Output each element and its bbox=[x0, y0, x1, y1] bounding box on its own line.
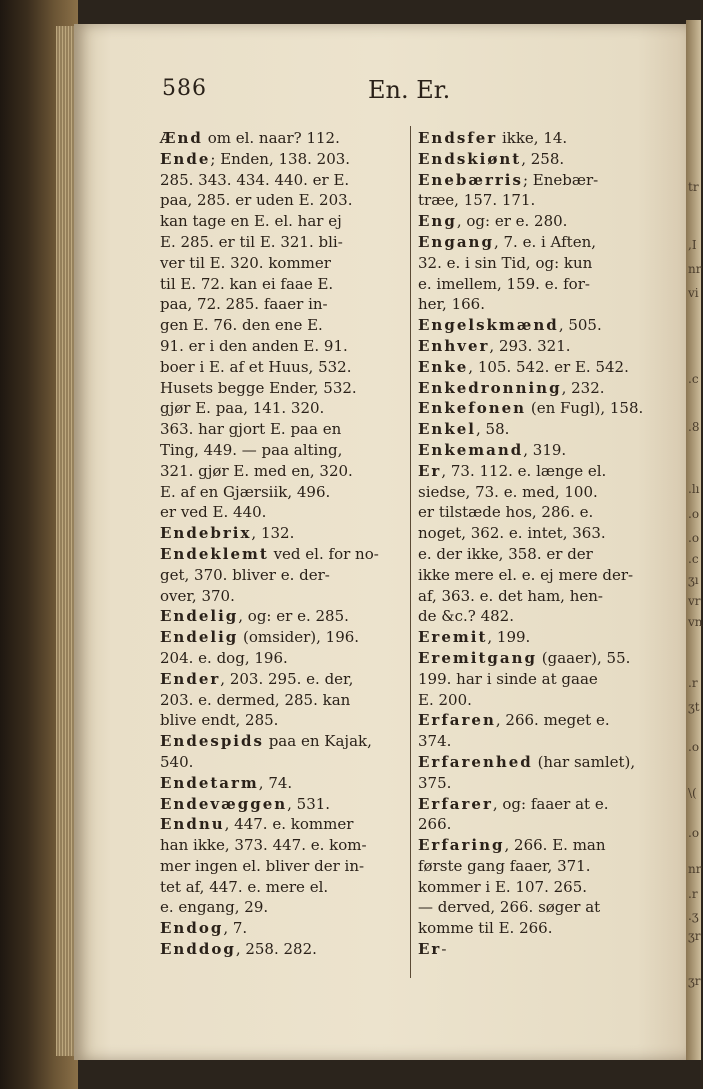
dictionary-line: Er, 73. 112. e. længe el. bbox=[418, 461, 607, 480]
dictionary-line: 203. e. dermed, 285. kan bbox=[160, 690, 351, 709]
bleed-glyph: .c bbox=[688, 372, 699, 386]
bleed-glyph: .o bbox=[688, 740, 700, 754]
headword: Enkefonen bbox=[418, 399, 527, 418]
dictionary-line: Ender, 203. 295. e. der, bbox=[160, 669, 354, 688]
dictionary-line: tet af, 447. e. mere el. bbox=[160, 877, 329, 896]
bleed-glyph: tr bbox=[688, 180, 699, 194]
dictionary-line: Erfaren, 266. meget e. bbox=[418, 711, 610, 730]
dictionary-line: Erfarer, og: faaer at e. bbox=[418, 794, 609, 813]
dictionary-line: Erfarenhed (har samlet), bbox=[418, 752, 636, 771]
headword: Eremit bbox=[418, 628, 488, 647]
bleed-glyph: .o bbox=[688, 531, 700, 545]
headword: Ænd bbox=[160, 129, 203, 147]
dictionary-line: Engang, 7. e. i Aften, bbox=[418, 232, 597, 251]
dictionary-line: Endskiønt, 258. bbox=[418, 149, 565, 168]
headword: Endog bbox=[160, 919, 224, 938]
headword: Er bbox=[418, 461, 442, 480]
dictionary-line: e. der ikke, 358. er der bbox=[418, 544, 593, 563]
dictionary-line: Enhver, 293. 321. bbox=[418, 336, 571, 355]
dictionary-line: paa, 72. 285. faaer in- bbox=[160, 295, 328, 314]
dictionary-line: Ting, 449. — paa alting, bbox=[160, 440, 343, 459]
headword: Engang bbox=[418, 232, 494, 251]
dictionary-line: første gang faaer, 371. bbox=[418, 856, 591, 875]
bleed-glyph: vr bbox=[688, 594, 701, 608]
dictionary-line: til E. 72. kan ei faae E. bbox=[160, 274, 334, 293]
right-column bbox=[418, 128, 680, 960]
dictionary-line: Erfaring, 266. E. man bbox=[418, 836, 606, 855]
bleed-glyph: .r bbox=[688, 676, 698, 690]
dictionary-line: 199. har i sinde at gaae bbox=[418, 669, 598, 688]
page-number: 586 bbox=[162, 76, 207, 101]
headword: Endeklemt bbox=[160, 544, 269, 563]
headword: Erfaren bbox=[418, 711, 496, 730]
dictionary-line: ver til E. 320. kommer bbox=[160, 253, 331, 272]
dictionary-line: ikke mere el. e. ej mere der- bbox=[418, 565, 634, 584]
bleed-glyph: .ʒ bbox=[688, 909, 699, 923]
dictionary-line: Enddog, 258. 282. bbox=[160, 940, 317, 959]
bleed-glyph: nr bbox=[688, 262, 702, 276]
dictionary-line: 91. er i den anden E. 91. bbox=[160, 336, 348, 355]
headword: Endsfer bbox=[418, 129, 498, 147]
dictionary-line: af, 363. e. det ham, hen- bbox=[418, 586, 603, 605]
dictionary-line: 285. 343. 434. 440. er E. bbox=[160, 170, 350, 189]
headword: Enkedronning bbox=[418, 378, 562, 397]
bleed-glyph: .8 bbox=[688, 420, 700, 434]
headword: Ende bbox=[160, 149, 211, 168]
dictionary-line: Husets begge Ender, 532. bbox=[160, 378, 357, 397]
dictionary-line: Enebærris; Enebær- bbox=[418, 170, 599, 189]
bleed-glyph: .r bbox=[688, 887, 698, 901]
bleed-glyph: ʒr bbox=[688, 974, 701, 988]
dictionary-line: 204. e. dog, 196. bbox=[160, 648, 288, 667]
bleed-glyph: .o bbox=[688, 826, 700, 840]
dictionary-line: komme til E. 266. bbox=[418, 919, 553, 938]
headword: Enkemand bbox=[418, 440, 524, 459]
dictionary-line: get, 370. bliver e. der- bbox=[160, 565, 330, 584]
dictionary-line: her, 166. bbox=[418, 295, 485, 314]
dictionary-line: de &c.? 482. bbox=[418, 607, 514, 626]
dictionary-line: Enkedronning, 232. bbox=[418, 378, 605, 397]
dictionary-line: Endetarm, 74. bbox=[160, 773, 293, 792]
dictionary-line: Enkemand, 319. bbox=[418, 440, 567, 459]
bleed-glyph: nr bbox=[688, 862, 702, 876]
bleed-glyph: ,I bbox=[688, 238, 697, 252]
headword: Endnu bbox=[160, 815, 225, 834]
dictionary-line: Eremitgang (gaaer), 55. bbox=[418, 648, 631, 667]
dictionary-line: kommer i E. 107. 265. bbox=[418, 877, 587, 896]
headword: Endelig bbox=[160, 628, 239, 647]
dictionary-line: kan tage en E. el. har ej bbox=[160, 212, 342, 231]
bleed-glyph: \( bbox=[688, 786, 697, 800]
bleed-glyph: .lı bbox=[688, 482, 700, 496]
headword: Endskiønt bbox=[418, 149, 522, 168]
dictionary-line: Endsfer ikke, 14. bbox=[418, 129, 568, 147]
dictionary-line: Endnu, 447. e. kommer bbox=[160, 815, 354, 834]
headword: Endebrix bbox=[160, 524, 252, 543]
bleed-glyph: .c bbox=[688, 552, 699, 566]
headword: Endevæggen bbox=[160, 794, 288, 813]
headword: Eremitgang bbox=[418, 648, 537, 667]
bleed-glyph: .o bbox=[688, 507, 700, 521]
dictionary-line: E. af en Gjærsiik, 496. bbox=[160, 482, 331, 501]
dictionary-line: Eng, og: er e. 280. bbox=[418, 212, 568, 231]
headword: Endetarm bbox=[160, 773, 259, 792]
dictionary-line: Endespids paa en Kajak, bbox=[160, 732, 372, 751]
dictionary-line: Er- bbox=[418, 940, 447, 959]
dictionary-line: Enke, 105. 542. er E. 542. bbox=[418, 357, 629, 376]
headword: Enddog bbox=[160, 940, 236, 959]
dictionary-line: paa, 285. er uden E. 203. bbox=[160, 191, 353, 210]
dictionary-line: Endog, 7. bbox=[160, 919, 248, 938]
headword: Enkel bbox=[418, 420, 476, 439]
dictionary-line: Endeklemt ved el. for no- bbox=[160, 544, 379, 563]
dictionary-line: gen E. 76. den ene E. bbox=[160, 316, 323, 335]
dictionary-line: e. engang, 29. bbox=[160, 898, 269, 917]
headword: Endelig bbox=[160, 607, 239, 626]
headword: Enhver bbox=[418, 336, 490, 355]
headword: Eng bbox=[418, 212, 457, 231]
dictionary-line: er ved E. 440. bbox=[160, 503, 267, 522]
dictionary-line: Endebrix, 132. bbox=[160, 524, 295, 543]
dictionary-line: gjør E. paa, 141. 320. bbox=[160, 399, 325, 418]
running-head: En. Er. bbox=[368, 76, 451, 104]
headword: Engelskmænd bbox=[418, 316, 559, 335]
left-column bbox=[160, 128, 408, 960]
bleed-glyph: ʒr bbox=[688, 929, 701, 943]
dictionary-line: Endelig (omsider), 196. bbox=[160, 628, 360, 647]
dictionary-line: Enkefonen (en Fugl), 158. bbox=[418, 399, 644, 418]
dictionary-line: 363. har gjort E. paa en bbox=[160, 420, 342, 439]
column-divider bbox=[410, 126, 411, 978]
headword: Enebærris bbox=[418, 170, 523, 189]
dictionary-line: Endelig, og: er e. 285. bbox=[160, 607, 349, 626]
dictionary-line: træe, 157. 171. bbox=[418, 191, 536, 210]
dictionary-line: Enkel, 58. bbox=[418, 420, 510, 439]
dictionary-line: — derved, 266. søger at bbox=[418, 898, 601, 917]
dictionary-line: E. 200. bbox=[418, 690, 472, 709]
dictionary-line: noget, 362. e. intet, 363. bbox=[418, 524, 606, 543]
dictionary-line: 375. bbox=[418, 773, 452, 792]
dictionary-line: e. imellem, 159. e. for- bbox=[418, 274, 590, 293]
dictionary-line: 321. gjør E. med en, 320. bbox=[160, 461, 353, 480]
dictionary-line: er tilstæde hos, 286. e. bbox=[418, 503, 594, 522]
dictionary-line: Eremit, 199. bbox=[418, 628, 531, 647]
dictionary-line: 266. bbox=[418, 815, 452, 834]
bleed-glyph: vn bbox=[688, 615, 703, 629]
headword: Erfarenhed bbox=[418, 752, 533, 771]
headword: Enke bbox=[418, 357, 469, 376]
dictionary-line: boer i E. af et Huus, 532. bbox=[160, 357, 352, 376]
dictionary-line: mer ingen el. bliver der in- bbox=[160, 856, 365, 875]
headword: Endespids bbox=[160, 732, 264, 751]
dictionary-line: over, 370. bbox=[160, 586, 235, 605]
bleed-glyph: vi bbox=[688, 286, 699, 300]
dictionary-line: Ende; Enden, 138. 203. bbox=[160, 149, 351, 168]
bleed-glyph: ʒı bbox=[688, 573, 699, 587]
dictionary-line: han ikke, 373. 447. e. kom- bbox=[160, 836, 367, 855]
dictionary-line: Engelskmænd, 505. bbox=[418, 316, 602, 335]
dictionary-line: 540. bbox=[160, 752, 194, 771]
headword: Ender bbox=[160, 669, 221, 688]
headword: Erfarer bbox=[418, 794, 493, 813]
dictionary-line: 374. bbox=[418, 732, 452, 751]
dictionary-line: Ænd om el. naar? 112. bbox=[160, 129, 340, 147]
headword: Er bbox=[418, 940, 442, 959]
headword: Erfaring bbox=[418, 836, 505, 855]
dictionary-line: siedse, 73. e. med, 100. bbox=[418, 482, 598, 501]
bleed-glyph: ʒt bbox=[688, 700, 700, 714]
dictionary-line: Endevæggen, 531. bbox=[160, 794, 331, 813]
dictionary-line: E. 285. er til E. 321. bli- bbox=[160, 232, 343, 251]
dictionary-line: 32. e. i sin Tid, og: kun bbox=[418, 253, 593, 272]
dictionary-line: blive endt, 285. bbox=[160, 711, 279, 730]
page-header bbox=[162, 76, 462, 110]
